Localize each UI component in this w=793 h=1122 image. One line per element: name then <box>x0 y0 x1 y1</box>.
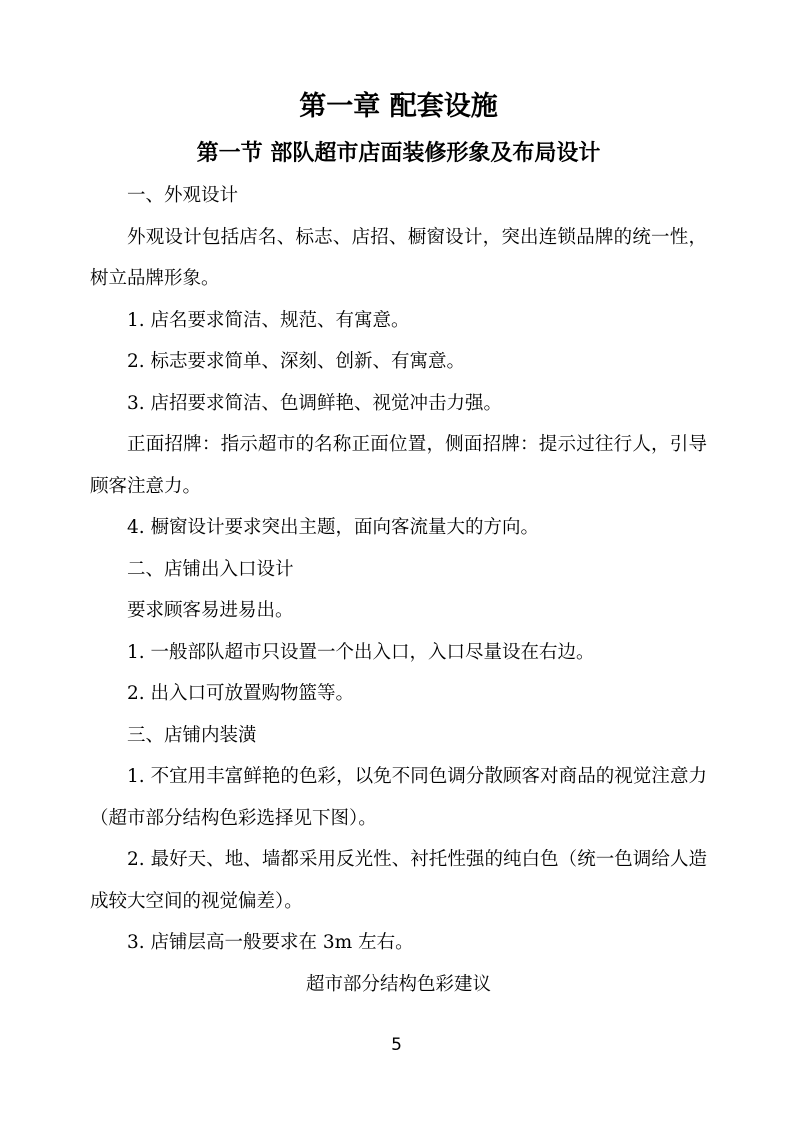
body-line: （超市部分结构色彩选择见下图）。 <box>90 807 377 829</box>
body-line: 树立品牌形象。 <box>90 268 220 289</box>
body-line: 正面招牌：指示超市的名称正面位置，侧面招牌：提示过往行人，引导 <box>127 434 707 455</box>
body-line: 要求顾客易进易出。 <box>127 600 294 621</box>
body-line: 3. 店铺层高一般要求在 3m 左右。 <box>127 932 414 953</box>
body-line: 1. 一般部队超市只设置一个出入口，入口尽量设在右边。 <box>127 641 595 663</box>
page-number: 5 <box>391 1035 402 1055</box>
body-line: 2. 最好天、地、墙都采用反光性、衬托性强的纯白色（统一色调给人造 <box>127 849 707 870</box>
document-content <box>90 83 707 1005</box>
chapter-title: 第一章 配套设施 <box>299 91 498 122</box>
body-line: 2. 标志要求简单、深刻、创新、有寓意。 <box>127 351 466 372</box>
body-line: 一、外观设计 <box>127 185 239 206</box>
body-line: 2. 出入口可放置购物篮等。 <box>127 683 355 704</box>
body-line: 三、店铺内装潢 <box>127 724 257 746</box>
body-line: 二、店铺出入口设计 <box>127 558 294 580</box>
body-line: 4. 橱窗设计要求突出主题，面向客流量大的方向。 <box>127 517 540 538</box>
body-line: 3. 店招要求简洁、色调鲜艳、视觉冲击力强。 <box>127 392 503 414</box>
body-line: 顾客注意力。 <box>90 475 202 497</box>
body-line: 1. 不宜用丰富鲜艳的色彩，以免不同色调分散顾客对商品的视觉注意力 <box>127 766 707 787</box>
body-line: 外观设计包括店名、标志、店招、橱窗设计，突出连锁品牌的统一性， <box>127 226 707 248</box>
body-line: 成较大空间的视觉偏差）。 <box>90 890 303 912</box>
section-title: 第一节 部队超市店面装修形象及布局设计 <box>196 140 601 166</box>
body-line: 1. 店名要求简洁、规范、有寓意。 <box>127 309 410 331</box>
body-text <box>90 175 707 1005</box>
body-line: 超市部分结构色彩建议 <box>305 973 491 995</box>
